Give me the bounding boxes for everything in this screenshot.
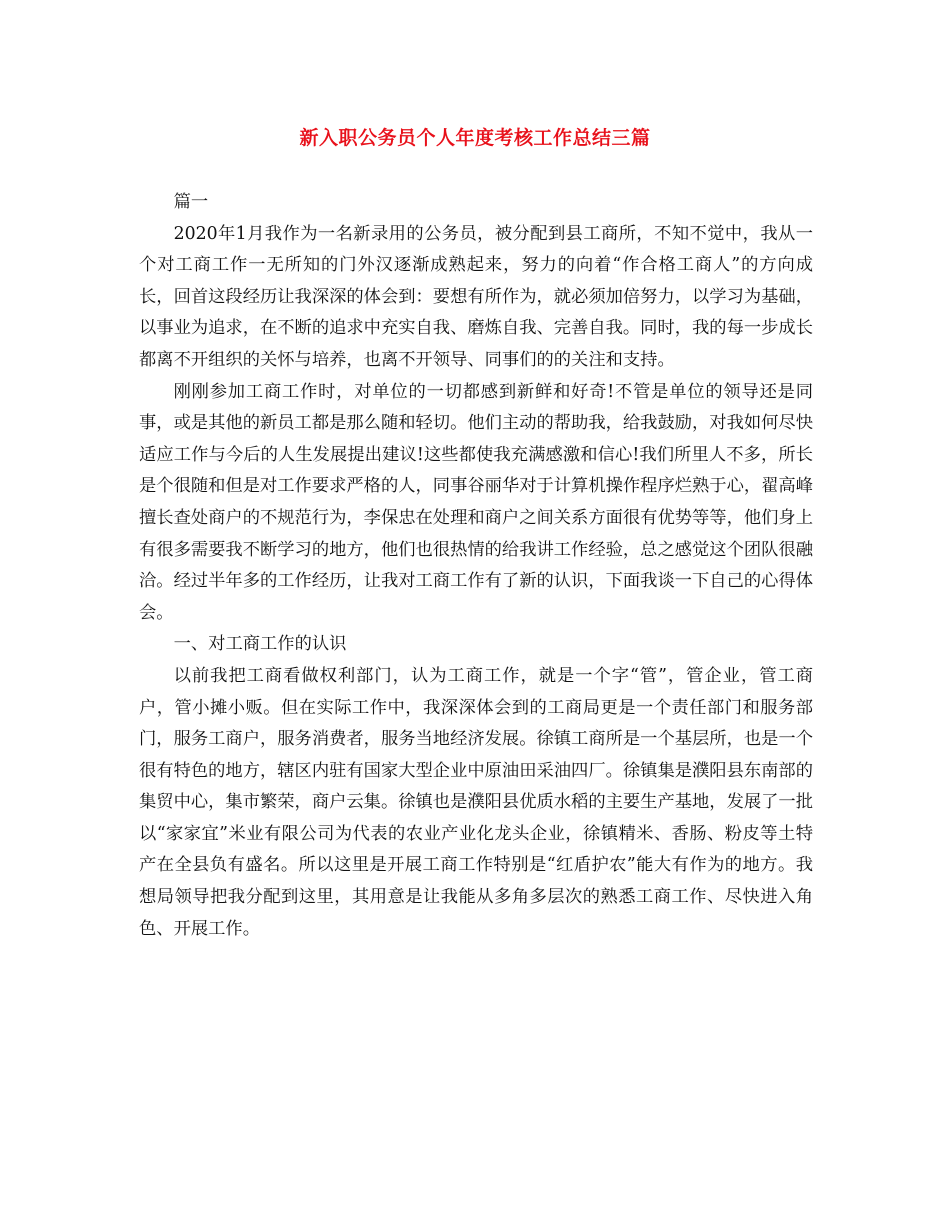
body-paragraph: 以前我把工商看做权利部门，认为工商工作，就是一个字“管”，管企业，管工商户，管小摊小贩。但在实际工作中，我深深体会到的工商局更是一个责任部门和服务部门，服务工商户，服务消费者，服务当地经济发展。徐镇工商所是一个基层所，也是一个很有特色的地方，辖区内驻有国家大型企业中原油田采油四厂。徐镇集是濮阳县东南部的集贸中心，集市繁荣，商户云集。徐镇也是濮阳县优质水稻的主要生产基地，发展了一批以“家家宜”米业有限公司为代表的农业产业化龙头企业，徐镇精米、香肠、粉皮等土特产在全县负有盛名。所以这里是开展工商工作特别是“红盾护农”能大有作为的地方。我想局领导把我分配到这里，其用意是让我能从多角多层次的熟悉工商工作、尽快进入角色、开展工作。	[139, 665, 813, 939]
body-paragraph: 刚刚参加工商工作时，对单位的一切都感到新鲜和好奇!不管是单位的领导还是同事，或是其他的新员工都是那么随和轻切。他们主动的帮助我，给我鼓励，对我如何尽快适应工作与今后的人生发展提出建议!这些都使我充满感激和信心!我们所里人不多，所长是个很随和但是对工作要求严格的人，同事谷丽华对于计算机操作程序烂熟于心，翟高峰擅长查处商户的不规范行为，李保忠在处理和商户之间关系方面很有优势等等，他们身上有很多需要我不断学习的地方，他们也很热情的给我讲工作经验，总之感觉这个团队很融洽。经过半年多的工作经历，让我对工商工作有了新的认识，下面我谈一下自己的心得体会。	[139, 381, 813, 623]
section-heading-understanding: 一、对工商工作的认识	[173, 634, 347, 655]
document-title: 新入职公务员个人年度考核工作总结三篇	[299, 127, 651, 149]
document-body	[139, 187, 813, 945]
body-paragraph: 2020年1月我作为一名新录用的公务员，被分配到县工商所，不知不觉中，我从一个对工商工作一无所知的门外汉逐渐成熟起来，努力的向着“作合格工商人”的方向成长，回首这段经历让我深深的体会到：要想有所作为，就必须加倍努力，以学习为基础，以事业为追求，在不断的追求中充实自我、磨炼自我、完善自我。同时，我的每一步成长都离不开组织的关怀与培养，也离不开领导、同事们的的关注和支持。	[139, 223, 813, 370]
section-heading-part-one: 篇一	[173, 192, 209, 212]
